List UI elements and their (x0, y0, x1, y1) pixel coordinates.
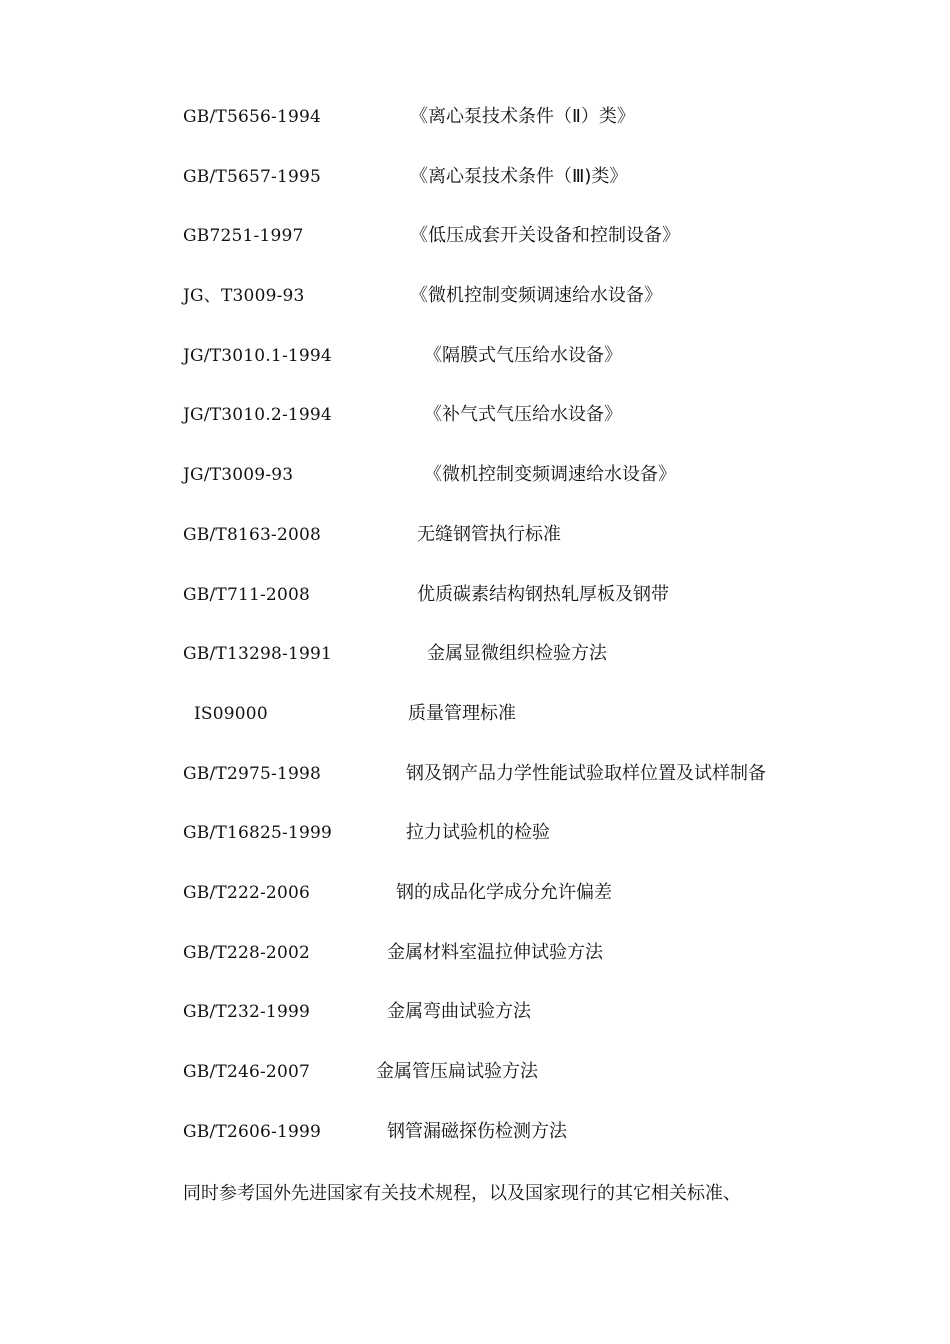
standard-code: GB/T5657-1995 (183, 167, 322, 187)
standard-row (0, 281, 950, 311)
standard-title: 《微机控制变频调速给水设备》 (424, 464, 676, 485)
standard-code: IS09000 (194, 704, 268, 724)
standard-row (0, 520, 950, 550)
standard-code: GB/T16825-1999 (183, 823, 333, 843)
standard-row (0, 1117, 950, 1147)
standard-row (0, 699, 950, 729)
standard-row (0, 102, 950, 132)
standard-row (0, 580, 950, 610)
standard-row (0, 759, 950, 789)
standard-title: 《离心泵技术条件（Ⅲ)类》 (410, 166, 628, 187)
standard-title: 《低压成套开关设备和控制设备》 (410, 225, 680, 246)
standard-row (0, 341, 950, 371)
standard-code: GB/T246-2007 (183, 1062, 310, 1082)
standard-row (0, 400, 950, 430)
standard-row (0, 878, 950, 908)
standard-title: 《隔膜式气压给水设备》 (424, 345, 622, 366)
standard-row (0, 818, 950, 848)
standard-code: GB/T2975-1998 (183, 764, 322, 784)
standard-row (0, 460, 950, 490)
standard-code: JG/T3009-93 (183, 465, 294, 485)
standard-title: 金属材料室温拉伸试验方法 (387, 942, 603, 963)
standard-title: 金属弯曲试验方法 (387, 1001, 531, 1022)
standard-code: GB/T8163-2008 (183, 525, 322, 545)
standard-code: GB/T711-2008 (183, 585, 310, 605)
standard-row (0, 639, 950, 669)
standard-code: JG、T3009-93 (183, 286, 305, 306)
standard-row (0, 221, 950, 251)
standard-title: 无缝钢管执行标准 (417, 524, 561, 545)
standard-title: 钢的成品化学成分允许偏差 (396, 882, 612, 903)
standard-title: 《微机控制变频调速给水设备》 (410, 285, 662, 306)
standard-title: 《离心泵技术条件（Ⅱ）类》 (410, 106, 635, 127)
standard-title: 《补气式气压给水设备》 (424, 404, 622, 425)
standard-code: GB/T232-1999 (183, 1002, 310, 1022)
standard-code: JG/T3010.2-1994 (183, 405, 332, 425)
standard-code: GB/T228-2002 (183, 943, 310, 963)
closing-paragraph: 同时参考国外先进国家有关技术规程，以及国家现行的其它相关标准、 (183, 1183, 741, 1204)
standard-row (0, 938, 950, 968)
standard-title: 质量管理标准 (408, 703, 516, 724)
standard-title: 优质碳素结构钢热轧厚板及钢带 (417, 584, 669, 605)
standard-row (0, 997, 950, 1027)
standard-code: GB/T2606-1999 (183, 1122, 322, 1142)
standard-code: GB/T5656-1994 (183, 107, 322, 127)
standard-code: GB/T222-2006 (183, 883, 310, 903)
standard-title: 钢及钢产品力学性能试验取样位置及试样制备 (406, 763, 766, 784)
standard-title: 拉力试验机的检验 (406, 822, 550, 843)
standard-row (0, 1057, 950, 1087)
standard-title: 金属显微组织检验方法 (427, 643, 607, 664)
standard-code: GB/T13298-1991 (183, 644, 333, 664)
standard-title: 金属管压扁试验方法 (376, 1061, 538, 1082)
standard-code: JG/T3010.1-1994 (183, 346, 332, 366)
standard-code: GB7251-1997 (183, 226, 304, 246)
standard-row (0, 162, 950, 192)
standard-title: 钢管漏磁探伤检测方法 (387, 1121, 567, 1142)
